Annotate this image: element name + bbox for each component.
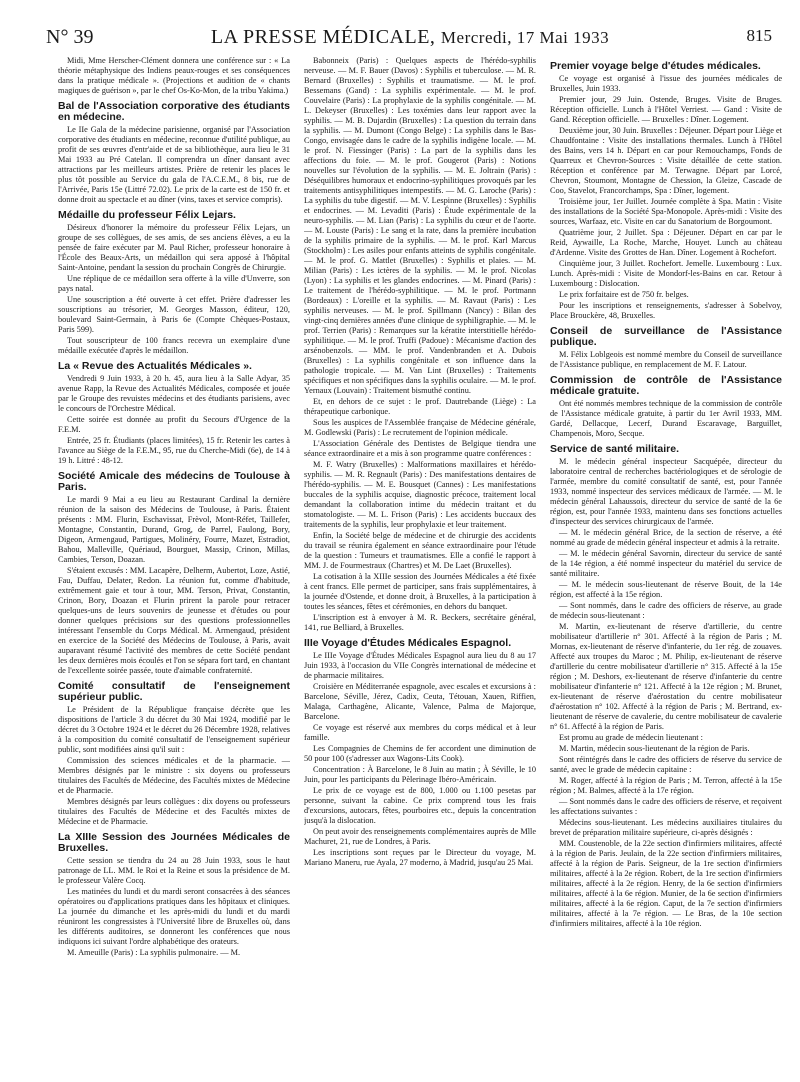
paragraph: Deuxième jour, 30 Juin. Bruxelles : Déjeuner. Départ pour Liège et Chaudfontaine : Visite des installations thermales. Lunch à l'Hôtel des Bains, vers 14 h. Départ en car pour Remouchamps, Fonds de Quarreux et Chevron-Sources : Visite détaillée de cette station. Réception et conférence par M. Terwagne. Départ par Lorcé, Chevron, Stoumont, Montagne de Chession, la Gleize, Cascade de Coo, Stavelot, Francorchamps, Spa : Dîner, logement. bbox=[550, 126, 782, 195]
paragraph: Tout souscripteur de 100 francs recevra un exemplaire d'une médaille exécutée d'après le médaillon. bbox=[58, 336, 290, 355]
paragraph: Les inscriptions sont reçues par le Directeur du voyage, M. Mariano Maneru, rue Ayala, 27 moderno, à Madrid, jusqu'au 25 Mai. bbox=[304, 848, 536, 867]
paragraph: Entrée, 25 fr. Étudiants (places limitées), 15 fr. Retenir les cartes à l'avance au Siège de la F.E.M., 95, rue du Cherche-Midi (6e), de 14 à 19 h. Littré : 48-12. bbox=[58, 436, 290, 465]
section-heading: IIIe Voyage d'Études Médicales Espagnol. bbox=[304, 637, 512, 649]
journal-title bbox=[40, 26, 780, 49]
paragraph: Croisière en Méditerranée espagnole, avec escales et excursions à : Barcelone, Séville, Jérez, Cadix, Ceuta, Tétouan, Xauen, Riffien, Malaga, Carthagène, Alicante, Valence, Palma de Majorque, Barcelone. bbox=[304, 682, 536, 721]
paragraph: Les Compagnies de Chemins de fer accordent une diminution de 50 pour 100 (s'adresser aux Wagons-Lits Cook). bbox=[304, 744, 536, 763]
paragraph: Le IIe Gala de la médecine parisienne, organisé par l'Association corporative des étudiants en médecine, reconnue d'utilité publique, au profit de ses œuvres d'entr'aide et de sa bibliothèque, aura lieu le 31 Mai 1933 au Pré Catelan. Il comprendra un dîner dansant avec attractions par les meilleurs artistes. Prière de retenir les places le plus tôt possible au Service du gala de l'A.C.E.M., 8 bis, rue de l'Arrivée, Paris 15e (Littré 72.02). Le prix de la carte est de 150 fr. et donne droit au spectacle et au dîner (vins, taxes et service compris). bbox=[58, 125, 290, 204]
paragraph: — M. le médecin général Savornin, directeur du service de santé de la 14e région, a été nommé inspecteur du matériel du service de santé militaire. bbox=[550, 549, 782, 578]
section-heading: Comité consultatif de l'enseignement supérieur public. bbox=[58, 680, 290, 703]
paragraph: L'inscription est à envoyer à M. R. Beckers, secrétaire général, 141, rue Belliard, à Bruxelles. bbox=[304, 613, 536, 632]
paragraph: Une souscription a été ouverte à cet effet. Prière d'adresser les souscriptions au trésorier, M. Georges Masson, éditeur, 120, boulevard Saint-Germain, à Paris 6e (Compte Chèques-Postaux, Paris 599). bbox=[58, 295, 290, 334]
paragraph: — Sont nommés dans le cadre des officiers de réserve, et reçoivent les affectations suivantes : bbox=[550, 797, 782, 816]
paragraph: Le prix forfaitaire est de 750 fr. belges. bbox=[559, 290, 689, 299]
section-heading: Premier voyage belge d'études médicales. bbox=[550, 60, 761, 72]
paragraph: Midi, Mme Herscher-Clément donnera une conférence sur : « La théorie métaphysique des Indiens peaux-rouges et ses conséquences dans la pratique médicale ». (Projections et audition de « chants magiques de guérison », par le chef Os-Ko-Mon, de la tribu Yakima.) bbox=[58, 56, 290, 95]
paragraph: Les matinées du lundi et du mardi seront consacrées à des séances opératoires ou d'applications pratiques dans les hôpitaux et cliniques. La journée du dimanche et les après-midi du lundi et du mardi réuniront les congressistes à l'Université libre de Bruxelles où, dans les différents auditoires, se donneront les conférences que nous indiquons ici suivant l'ordre alphabétique des orateurs. bbox=[58, 887, 290, 946]
paragraph: Le IIIe Voyage d'Études Médicales Espagnol aura lieu du 8 au 17 Juin 1933, à l'occasion du VIIe Congrès international de médecine et de pharmacie militaires. bbox=[304, 651, 536, 680]
paragraph: Concentration : À Barcelone, le 8 Juin au matin ; À Séville, le 10 Juin, pour les participants du Pèlerinage Ibéro-Américain. bbox=[304, 765, 536, 784]
paragraph: Membres désignés par leurs collègues : dix doyens ou professeurs titulaires des Facultés de Médecine et des Facultés mixtes de Médecine et de Pharmacie. bbox=[58, 797, 290, 826]
section-heading: Bal de l'Association corporative des étudiants en médecine. bbox=[58, 100, 290, 123]
section-heading: La « Revue des Actualités Médicales ». bbox=[58, 360, 252, 372]
paragraph: Quatrième jour, 2 Juillet. Spa : Déjeuner. Départ en car par le Reid, Aywaille, La Roche, Marche, Houyet. Lunch au château d'Ardenne. Visite des Grottes de Han. Dîner. Logement à Rochefort. bbox=[550, 228, 782, 257]
paragraph: M. Martin, médecin sous-lieutenant de la région de Paris. bbox=[559, 744, 750, 753]
paragraph: — M. le médecin sous-lieutenant de réserve Bouit, de la 14e région, est affecté à la 15e région. bbox=[550, 580, 782, 599]
section-heading: Commission de contrôle de l'Assistance médicale gratuite. bbox=[550, 374, 782, 397]
paragraph: Vendredi 9 Juin 1933, à 20 h. 45, aura lieu à la Salle Adyar, 35 avenue Rapp, la Revue des Actualités Médicales, composée et jouée par le Groupe des revuistes médecins et des étudiants parisiens, avec le concours de l'Orchestre Médical. bbox=[58, 374, 290, 413]
issue-number: N° 39 bbox=[46, 26, 94, 48]
paragraph: On peut avoir des renseignements complémentaires auprès de Mlle Machuret, 21, rue de Londres, à Paris. bbox=[304, 827, 536, 846]
column-right bbox=[550, 56, 782, 1066]
paragraph: Le prix de ce voyage est de 800, 1.000 ou 1.100 pesetas par personne, suivant la cabine. Ce prix comprend tous les frais d'excursions, autocars, fêtes, pourboires etc., depuis la concentration jusqu'à la dislocation. bbox=[304, 786, 536, 825]
column-left bbox=[58, 56, 290, 1066]
paragraph: Et, en dehors de ce sujet : le prof. Dautrebande (Liège) : La thérapeutique carbonique. bbox=[304, 397, 536, 416]
paragraph: Désireux d'honorer la mémoire du professeur Félix Lejars, un groupe de ses collègues, de ses amis, de ses anciens élèves, a eu la pensée de faire exécuter par M. Paul Richer, professeur honoraire à l'École des Beaux-Arts, un médaillon qui sera apposé à l'hôpital Saint-Antoine, pendant la session du prochain Congrès de Chirurgie. bbox=[58, 223, 290, 272]
page-header bbox=[40, 20, 780, 56]
paragraph: S'étaient excusés : MM. Lacapère, Delherm, Aubertot, Loze, Astié, Fau, Duffau, Delater, Redon. La réunion fut, comme d'habitude, extrêmement gaie et tour à tour, MM. Terson, Privat, Constantin, Crinon, Bory, Doazan et Flurin prirent la parole pour retracer quelques-uns de leurs souvenirs de jeunesse et d'études ou pour donner quelques précisions sur des questions professionnelles intéressant l'ensemble du Corps Médical. M. Armengaud, président en exercice de la Société des Médecins de Toulouse, à Paris, avait auparavant résumé l'activité des membres de cette Société pendant les deux dernières mois écoulés et l'on se sépara fort tard, en chantant de l'excellente soirée passée, toute d'aimable confraternité. bbox=[58, 566, 290, 675]
paragraph: Troisième jour, 1er Juillet. Journée complète à Spa. Matin : Visite des installations de la Société Spa-Monopole. Après-midi : Visite des sources, Warfaaz, etc. Visite en car du Sanatorium de Borgoumont. bbox=[550, 197, 782, 226]
paragraph: Ce voyage est organisé à l'issue des journées médicales de Bruxelles, Juin 1933. bbox=[550, 74, 782, 93]
paragraph: La cotisation à la XIIIe session des Journées Médicales a été fixée à cent francs. Elle permet de participer, sans frais supplémentaires, à la journée d'Ostende, et donne droit, à Bruxelles, à la participation à toutes les séances, fêtes et cérémonies, en dehors du banquet. bbox=[304, 572, 536, 611]
section-heading: La XIIIe Session des Journées Médicales de Bruxelles. bbox=[58, 831, 290, 854]
paragraph: Cette soirée est donnée au profit du Secours d'Urgence de la F.E.M. bbox=[58, 415, 290, 434]
article-columns bbox=[58, 56, 782, 1066]
paragraph: Ont été nommés membres technique de la commission de contrôle de l'Assistance médicale gratuite, à partir du 1er Avril 1933, MM. Gardé, Dellacque, Lecerf, Durand Escaravage, Barguillet, Champenois, Moro, Secque. bbox=[550, 399, 782, 438]
paragraph: M. Roger, affecté à la région de Paris ; M. Terron, affecté à la 15e région ; M. Balmes, affecté à la 17e région. bbox=[550, 776, 782, 795]
section-heading: Société Amicale des médecins de Toulouse à Paris. bbox=[58, 470, 290, 493]
paragraph: Cette session se tiendra du 24 au 28 Juin 1933, sous le haut patronage de LL. MM. le Roi et la Reine et sous la présidence de M. le professeur Valère Cocq. bbox=[58, 856, 290, 885]
paragraph: Commission des sciences médicales et de la pharmacie. — Membres désignés par le ministre : six doyens ou professeurs titulaires des Facultés de Médecine, des Facultés mixtes de Médecine et de Pharmacie. bbox=[58, 756, 290, 795]
paragraph: Sous les auspices de l'Assemblée française de Médecine générale, M. Godlewski (Paris) : Le recrutement de l'opinion médicale. bbox=[304, 418, 536, 437]
paragraph: L'Association Générale des Dentistes de Belgique tiendra une séance extraordinaire et a mis à son programme quatre conférences : bbox=[304, 439, 536, 458]
paragraph: Le Président de la République française décrète que les dispositions de l'article 3 du décret du 30 Mai 1924, modifié par le décret du 3 Octobre 1924 et le décret du 26 Décembre 1928, relatives à la composition du comité consultatif de l'enseignement supérieur public, sont modifiées ainsi qu'il suit : bbox=[58, 705, 290, 754]
column-middle bbox=[304, 56, 536, 1066]
paragraph: — M. le médecin général Brice, de la section de réserve, a été nommé au grade de médecin général inspecteur et admis à la retraite. bbox=[550, 528, 782, 547]
paragraph: — Sont nommés, dans le cadre des officiers de réserve, au grade de médecin sous-lieutenant : bbox=[550, 601, 782, 620]
paragraph: Ce voyage est réservé aux membres du corps médical et à leur famille. bbox=[304, 723, 536, 742]
section-heading: Médaille du professeur Félix Lejars. bbox=[58, 209, 236, 221]
paragraph: MM. Coustenoble, de la 22e section d'infirmiers militaires, affecté à la région de Paris. Jeulain, de la 22e section d'infirmiers militaires, affecté à la région de Paris. Seigneur, de la 1re section d'infirmiers militaires, affecté à la 2e région. Robert, de la 1re section d'infirmiers militaires, affecté à la 2e région. Henry, de la 6e section d'infirmiers militaires, affecté à la 6e région. Munier, de la 6e section d'infirmiers militaires, affecté à la 6e région. Caput, de la 7e section d'infirmiers militaires, affecté à la 7e région. — Le Bras, de la 10e section d'infirmiers militaires, affecté à la 10e région. bbox=[550, 839, 782, 928]
paragraph: Babonneix (Paris) : Quelques aspects de l'hérédo-syphilis nerveuse. — M. F. Bauer (Davos) : Syphilis et tuberculose. — M. R. Bernard (Bruxelles) : Syphilis et traumatisme. — M. le prof. Bessemans (Gand) : La syphilis expérimentale. — M. le prof. Couvelaire (Paris) : La prophylaxie de la syphilis congénitale. — M. L. Dekeyser (Bruxelles) : Les toxémies dans leur rapport avec la syphilis. — M. B. Dujardin (Bruxelles) : La question du terrain dans la syphilis. — M. Dumont (Congo Belge) : La syphilis dans le Bas-Congo, envisagée dans le cadre de la syphilis indigène locale. — M. le prof. N. Fiessinger (Paris) : La part de la syphilis dans les affections du foie. — M. le prof. Gougerot (Paris) : Notions nouvelles sur l'évolution de la syphilis. — M. E. Joltrain (Paris) : Déséquilibres humoraux et endocrino-syphilitiques provoqués par les traitements antisyphilitiques intempestifs. — M. G. Laroche (Paris) : La syphilis du tube digestif. — M. V. Lespinne (Bruxelles) : Syphilis et endocrines. — M. Levaditi (Paris) : Étude expérimentale de la neuro-syphilis. — M. Lian (Paris) : La syphilis du cœur et de l'aorte. — M. Louste (Paris) : Le sang et la rate, dans la première incubation de la syphilis primaire de la syphilis. — M. le prof. Karl Marcus (Stockholm) : Les asiles pour enfants atteints de syphilis congénitale. — M. le prof. G. Mattlet (Bruxelles) : Syphilis et plaies. — M. Milian (Paris) : Les ictères de la syphilis. — M. le prof. Nicolas (Lyon) : La syphilis et les glandes endocrines. — M. Pinard (Paris) : Le traitement de l'hérédo-syphilitique. — M. le prof. Portmann (Bordeaux) : L'oreille et la syphilis. — M. Ravaut (Paris) : Les syphilis nerveuses. — M. le prof. Spillmann (Nancy) : Bilan des vingt-cinq dernières années d'une clinique de syphiligraphie. — M. le prof. Terrien (Paris) : Remarques sur la kératite interstitielle hérédo-syphilitique. — M. le prof. Truffi (Padoue) : Mécanisme d'action des arsénobenzols. — MM. le prof. Vandenbranden et A. Dubois (Bruxelles) : La syphilis congénitale et son influence dans la pathologie tropicale. — M. Van Lint (Bruxelles) : Traitements spécifiques et non spécifiques dans la syphilis oculaire. — M. le prof. Yernaux (Louvain) : Traitement bismuthé continu. bbox=[304, 56, 536, 395]
issue-date: Mercredi, 17 Mai 1933 bbox=[440, 28, 610, 47]
paragraph: Médecins sous-lieutenant. Les médecins auxiliaires titulaires du brevet de préparation militaire supérieure, ci-après désignés : bbox=[550, 818, 782, 837]
paragraph: M. Félix Loblgeois est nommé membre du Conseil de surveillance de l'Assistance publique, en remplacement de M. F. Latour. bbox=[550, 350, 782, 369]
paragraph: Une réplique de ce médaillon sera offerte à la ville d'Unverre, son pays natal. bbox=[58, 274, 290, 293]
paragraph: Sont réintégrés dans le cadre des officiers de réserve du service de santé, avec le grade de médecin capitaine : bbox=[550, 755, 782, 774]
paragraph: Le mardi 9 Mai a eu lieu au Restaurant Cardinal la dernière réunion de la saison des Médecins de Toulouse, à Paris. Étaient présents : MM. Flurin, Eschavissat, Frèvol, Mont-Réfet, Taillefer, Montagne, Constantin, Durand, Grog, de Parrel, Faulong, Bory, Digeon, Armengaud, Partigues, Molinéry, Fourre, Mazet, Estradiot, Bahou, Malleville, Quériaud, Bourguet, Massip, Crinon, Millas, Cambies, Terson, Doazan. bbox=[58, 495, 290, 564]
paragraph: Est promu au grade de médecin lieutenant : bbox=[559, 733, 703, 742]
paragraph: M. Martin, ex-lieutenant de réserve d'artillerie, du centre mobilisateur d'artillerie n° 301. Affecté à la région de Paris ; M. Mornas, ex-lieutenant de réserve d'infanterie, du 1er rég. de zouaves. Affecté aux troupes du Maroc ; M. Philip, ex-lieutenant de réserve d'artillerie du centre mobilisateur d'artillerie n° 315. Affecté à la 15e région ; M. Deshors, ex-lieutenant de réserve d'infanterie du centre mobilisateur d'infanterie n° 121. Affecté à la 12e région ; M. Brunet, ex-lieutenant de réserve d'aérostation du centre mobilisateur d'aérostation n° 102. Affecté à la région de Paris ; M. Bertrand, ex-lieutenant de réserve de cavalerie, du centre mobilisateur de cavalerie n° 61. Affecté à la région de Paris. bbox=[550, 622, 782, 731]
paragraph: Enfin, la Société belge de médecine et de chirurgie des accidents du travail se réunira également en séance extraordinaire pour l'étude de la question : Tumeurs et traumatismes. Elle a confié le rapport à MM. J. de Fourmestraux (Chartres) et M. De Laet (Bruxelles). bbox=[304, 531, 536, 570]
paragraph: M. F. Watry (Bruxelles) : Malformations maxillaires et hérédo-syphilis. — M. R. Regnault (Paris) : Des manifestations dentaires de l'hérédo-syphilis. — M. E. Bousquet (Cannes) : Les manifestations buccales de la syphilis acquise, diagnostic précoce, traitement local demandant la collaboration intime du médecin traitant et du stomatologiste. — M. L. Frison (Paris) : Les accidents buccaux des traitements de la syphilis, leur prophylaxie et leur traitement. bbox=[304, 460, 536, 529]
journal-name: LA PRESSE MÉDICALE, bbox=[210, 26, 436, 48]
section-heading: Service de santé militaire. bbox=[550, 443, 679, 455]
section-heading: Conseil de surveillance de l'Assistance publique. bbox=[550, 325, 782, 348]
paragraph: Pour les inscriptions et renseignements, s'adresser à Sobelvoy, Place Brouckère, 48, Bruxelles. bbox=[550, 301, 782, 320]
paragraph: M. Ameuille (Paris) : La syphilis pulmonaire. — M. bbox=[67, 948, 241, 957]
page-number: 815 bbox=[746, 26, 772, 45]
paragraph: Cinquième jour, 3 Juillet. Rochefort. Jemelle. Luxembourg : Lux. Lunch. Après-midi : Visite de Mondorf-les-Bains en car. Retour à Luxembourg : Dislocation. bbox=[550, 259, 782, 288]
paragraph: M. le médecin général inspecteur Sacquépée, directeur du laboratoire central de recherches bactériologiques et de sérologie de l'armée, membre du comité consultatif de santé, est, pour l'année 1933, nommé inspecteur des services médicaux de l'armée. — M. le médecin général Lahaussois, directeur du service de santé de la 6e région, est, pour l'année 1933, maintenu dans ses fonctions actuelles d'inspecteur des services chirurgicaux de l'armée. bbox=[550, 457, 782, 526]
paragraph: Premier jour, 29 Juin. Ostende, Bruges. Visite de Bruges. Réception officielle. Lunch à l'Hôtel Verriest. — Gand : Visite de Gand. Réception officielle. — Bruxelles : Dîner. Logement. bbox=[550, 95, 782, 124]
